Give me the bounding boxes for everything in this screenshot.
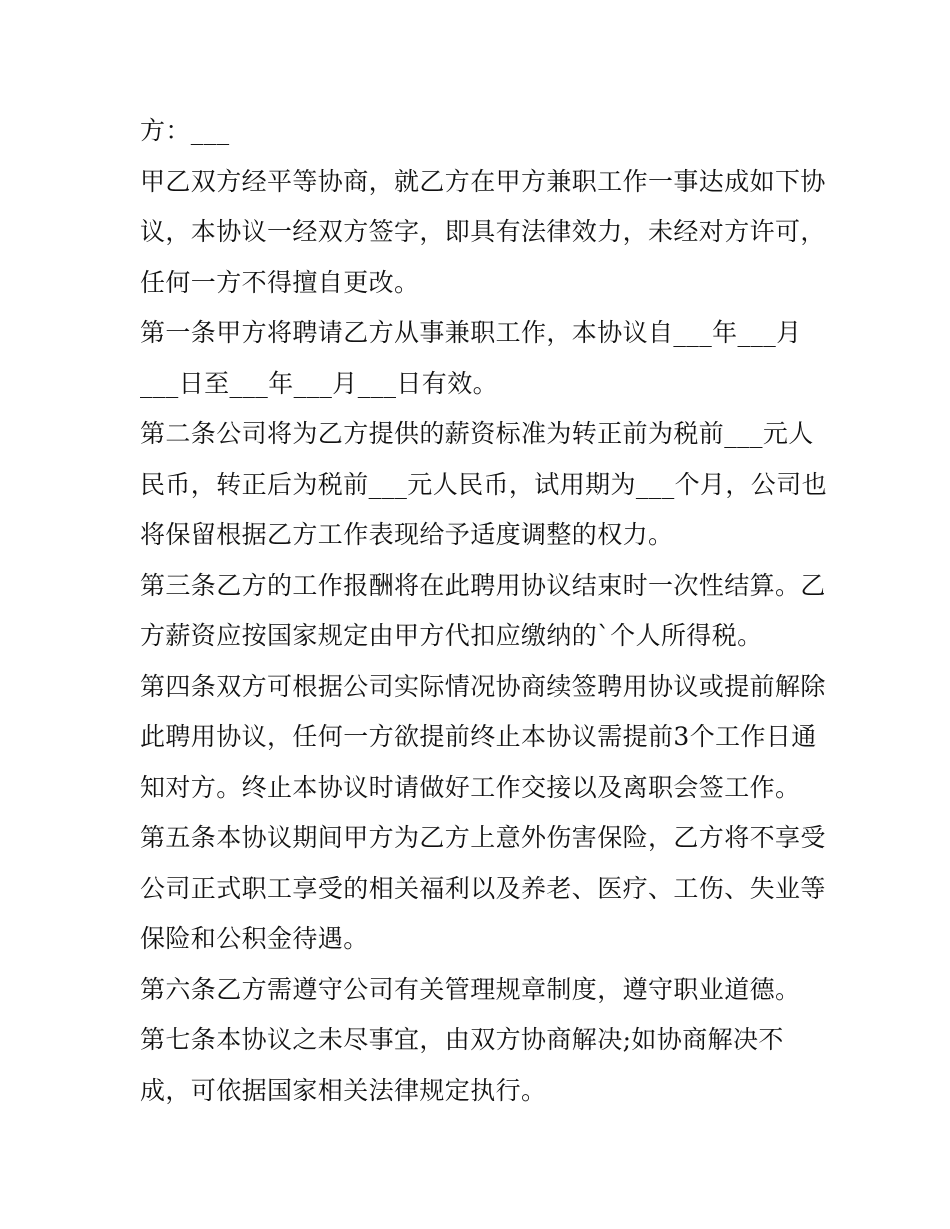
text-line: 将保留根据乙方工作表现给予适度调整的权力。 [140,520,674,549]
text-line: 方薪资应按国家规定由甲方代扣应缴纳的`个人所得税。 [140,621,763,650]
text-line: 此聘用协议，任何一方欲提前终止本协议需提前3个工作日通 [140,722,817,751]
text-line: 第四条双方可根据公司实际情况协商续签聘用协议或提前解除 [140,671,826,701]
text-line: 第七条本协议之未尽事宜，由双方协商解决;如协商解决不 [140,1025,784,1054]
text-line: 方：___ [140,116,230,145]
text-line: 成，可依据国家相关法律规定执行。 [140,1075,547,1105]
text-line: 第三条乙方的工作报酬将在此聘用协议结束时一次性结算。乙 [140,570,826,600]
text-line: 公司正式职工享受的相关福利以及养老、医疗、工伤、失业等 [140,873,826,903]
text-line: 保险和公积金待遇。 [140,924,369,953]
document-body [140,106,830,1116]
text-line: ___日至___年___月___日有效。 [140,368,499,398]
text-line: 知对方。终止本协议时请做好工作交接以及离职会签工作。 [140,772,801,802]
text-line: 第二条公司将为乙方提供的薪资标准为转正前为税前___元人 [140,419,814,448]
text-line: 甲乙双方经平等协商，就乙方在甲方兼职工作一事达成如下协 [140,166,826,196]
text-line: 第一条甲方将聘请乙方从事兼职工作，本协议自___年___月 [140,318,802,347]
text-line: 民币，转正后为税前___元人民币，试用期为___个月，公司也 [140,469,828,499]
text-line: 任何一方不得擅自更改。 [140,267,420,297]
text-line: 议，本协议一经双方签字，即具有法律效力，未经对方许可， [140,217,826,246]
text-line: 第五条本协议期间甲方为乙方上意外伤害保险，乙方将不享受 [140,823,826,852]
text-line: 第六条乙方需遵守公司有关管理规章制度，遵守职业道德。 [140,974,801,1004]
